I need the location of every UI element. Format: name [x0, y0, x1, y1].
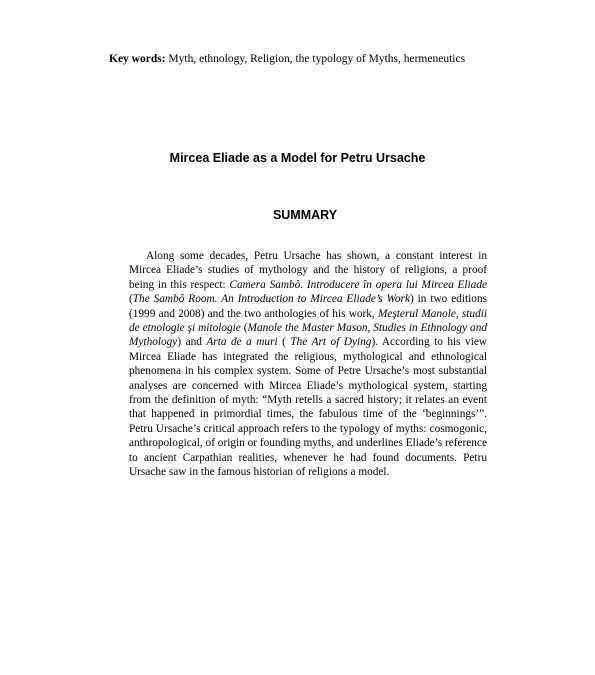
abstract-text-6: (: [277, 336, 291, 349]
abstract-italic-1: Camera Sambô. Introducere în opera lui Mircea Eliade: [229, 278, 487, 291]
abstract-text-1: Along some decades, Petru Ursache has shown, a constant interest in Mircea Eliade’s studies of mythology and the history of religions, a proof being in this respect:: [129, 250, 487, 291]
abstract-text-2: (: [129, 293, 133, 306]
abstract-italic-5: Arta de a muri: [206, 336, 278, 349]
abstract-text-3: ) in two editions (1999 and 2008) and the two anthologies of his work,: [129, 293, 487, 320]
abstract-text-5: ) and: [177, 336, 207, 349]
keywords-text: Myth, ethnology, Religion, the typology of Myths, hermeneutics: [165, 53, 466, 65]
abstract-italic-6: The Art of Dying: [290, 336, 372, 349]
abstract-italic-4: Manole the Master Mason, Studies in Ethnology and Mythology: [129, 322, 487, 349]
summary-paragraph: [129, 249, 487, 480]
abstract-italic-3: Meşterul Manole, studii de etnologie şi mitologie: [129, 307, 487, 335]
keywords-label: Key words:: [109, 53, 166, 65]
summary-heading: SUMMARY: [272, 208, 338, 222]
abstract-italic-2: The Sambô Room. An Introduction to Mircea Eliade’s Work: [132, 293, 410, 306]
abstract-text-4: (: [240, 322, 248, 335]
paper-title: Mircea Eliade as a Model for Petru Ursache: [169, 151, 426, 165]
abstract-text-7: ). According to his view Mircea Eliade has integrated the religious, mythological and ethnological phenomena in his complex system. Some of Petre Ursache’s most substantial analyses are concerned with Mircea Eliade’s mythological system, starting from the definition of myth: “Myth retells a sacred history; it relates an event that happened in primordial times, the fabulous time of the ‘beginnings’”. Petru Ursache’s critical approach refers to the typology of myths: cosmogonic, anthropological, of origin or founding myths, and underlines Eliade’s reference to ancient Carpathian realities, whenever he had found documents. Petru Ursache saw in the famous historian of religions a model.: [129, 336, 488, 479]
keywords-line: [109, 52, 549, 66]
